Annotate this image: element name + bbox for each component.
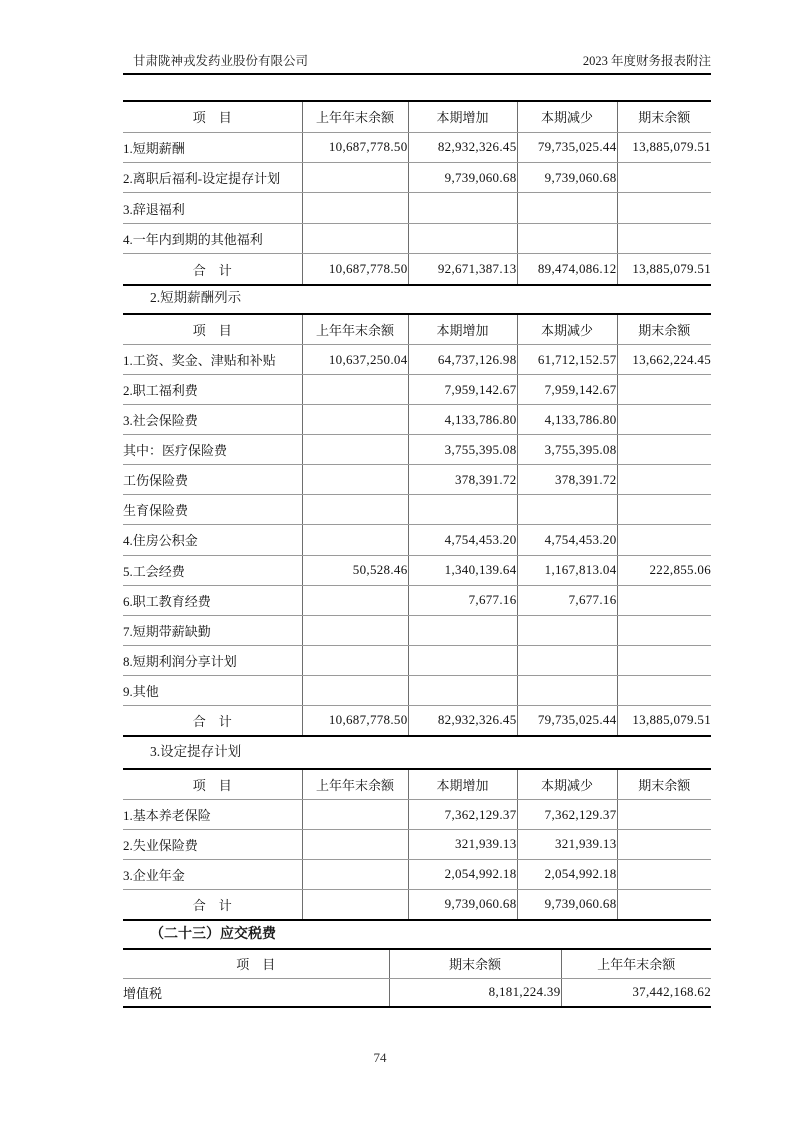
- table-cell: 13,662,224.45: [617, 345, 711, 375]
- table-cell: 4,754,453.20: [408, 525, 517, 555]
- table-cell: 378,391.72: [517, 465, 617, 495]
- table-cell: 工伤保险费: [123, 465, 302, 495]
- column-header: 本期增加: [408, 314, 517, 345]
- table-cell: 3,755,395.08: [517, 435, 617, 465]
- table-row: [123, 859, 711, 889]
- table-cell: 7,677.16: [408, 585, 517, 615]
- table-cell: 7,362,129.37: [408, 800, 517, 830]
- table-cell: 2.职工福利费: [123, 375, 302, 405]
- table-cell: [617, 193, 711, 223]
- table-total-row: [123, 705, 711, 736]
- table-cell: 10,687,778.50: [302, 132, 408, 162]
- table-cell: [617, 435, 711, 465]
- table-cell: [302, 405, 408, 435]
- table-cell: [617, 163, 711, 193]
- table-cell: [408, 193, 517, 223]
- column-header: 项 目: [123, 101, 302, 132]
- table-cell: [617, 675, 711, 705]
- table-cell: 3.企业年金: [123, 859, 302, 889]
- table-cell: 3.社会保险费: [123, 405, 302, 435]
- table-row: [123, 193, 711, 223]
- table-cell: [302, 645, 408, 675]
- table-cell: [617, 465, 711, 495]
- table-header-row: [123, 101, 711, 132]
- table-header-row: [123, 314, 711, 345]
- table-cell: 2,054,992.18: [517, 859, 617, 889]
- company-name: 甘肃陇神戎发药业股份有限公司: [133, 54, 309, 68]
- doc-title: 2023 年度财务报表附注: [582, 54, 711, 68]
- table-cell: 4.一年内到期的其他福利: [123, 223, 302, 253]
- table-cell: 4.住房公积金: [123, 525, 302, 555]
- table-cell: 7,362,129.37: [517, 800, 617, 830]
- column-header: 项 目: [123, 769, 302, 800]
- table-cell: 1.短期薪酬: [123, 132, 302, 162]
- table-cell: 9,739,060.68: [408, 889, 517, 920]
- table-cell: 7,677.16: [517, 585, 617, 615]
- table-row: [123, 345, 711, 375]
- table-row: [123, 615, 711, 645]
- table-cell: 79,735,025.44: [517, 132, 617, 162]
- table-cell: [617, 859, 711, 889]
- table-row: [123, 800, 711, 830]
- column-header: 本期减少: [517, 101, 617, 132]
- table-cell: 4,133,786.80: [517, 405, 617, 435]
- defined-contribution-table: [123, 768, 711, 921]
- table-cell: [302, 465, 408, 495]
- table-cell: [302, 495, 408, 525]
- table-row: [123, 978, 711, 1007]
- table-row: [123, 435, 711, 465]
- column-header: 项 目: [123, 314, 302, 345]
- table-cell: 321,939.13: [408, 830, 517, 860]
- table-cell: 合 计: [192, 897, 232, 913]
- page-header: [123, 53, 711, 75]
- table-row: [123, 555, 711, 585]
- table-cell: 1,167,813.04: [517, 555, 617, 585]
- table-cell: 增值税: [123, 985, 163, 1001]
- table-row: [123, 465, 711, 495]
- table-cell: [408, 675, 517, 705]
- table-cell: 13,885,079.51: [617, 132, 711, 162]
- table-cell: [617, 525, 711, 555]
- table-cell: 2,054,992.18: [408, 859, 517, 889]
- table-cell: 89,474,086.12: [517, 254, 617, 285]
- table-cell: 82,932,326.45: [408, 705, 517, 736]
- table-cell: 9.其他: [123, 675, 302, 705]
- table-cell: 1.工资、奖金、津贴和补贴: [123, 345, 302, 375]
- table-cell: 321,939.13: [517, 830, 617, 860]
- table-cell: 7,959,142.67: [517, 375, 617, 405]
- table-cell: [302, 859, 408, 889]
- table-total-row: [123, 889, 711, 920]
- table-cell: [617, 585, 711, 615]
- table-cell: 2.失业保险费: [123, 830, 302, 860]
- table-cell: 9,739,060.68: [517, 163, 617, 193]
- table-cell: 合 计: [192, 262, 232, 278]
- taxes-payable-table: [123, 948, 711, 1008]
- table-total-row: [123, 254, 711, 285]
- table-cell: 10,687,778.50: [302, 705, 408, 736]
- table-cell: 4,754,453.20: [517, 525, 617, 555]
- table-cell: 1,340,139.64: [408, 555, 517, 585]
- benefits-summary-table: [123, 100, 711, 286]
- table-header-row: [123, 769, 711, 800]
- table-row: [123, 375, 711, 405]
- table-row: [123, 405, 711, 435]
- table-cell: [617, 405, 711, 435]
- table-cell: 82,932,326.45: [408, 132, 517, 162]
- column-header: 上年年末余额: [561, 949, 711, 978]
- table-row: [123, 585, 711, 615]
- table-row: [123, 163, 711, 193]
- column-header: 上年年末余额: [302, 769, 408, 800]
- table-cell: 64,737,126.98: [408, 345, 517, 375]
- column-header: 期末余额: [617, 769, 711, 800]
- table-cell: 其中：医疗保险费: [123, 435, 302, 465]
- table-cell: 10,637,250.04: [302, 345, 408, 375]
- table-cell: 8,181,224.39: [389, 978, 561, 1007]
- table-cell: [302, 525, 408, 555]
- table-cell: [617, 830, 711, 860]
- table-cell: [617, 889, 711, 920]
- table-cell: [302, 830, 408, 860]
- table-cell: [617, 375, 711, 405]
- table-cell: 61,712,152.57: [517, 345, 617, 375]
- table-row: [123, 223, 711, 253]
- table-cell: [302, 800, 408, 830]
- table-cell: 9,739,060.68: [517, 889, 617, 920]
- table-cell: [517, 495, 617, 525]
- table-row: [123, 830, 711, 860]
- table-cell: 222,855.06: [617, 555, 711, 585]
- table-cell: [302, 223, 408, 253]
- table-cell: 92,671,387.13: [408, 254, 517, 285]
- section-heading-short-term-detail: 2.短期薪酬列示: [150, 290, 242, 305]
- table-cell: [617, 495, 711, 525]
- page-number: 74: [373, 1050, 387, 1065]
- table-cell: [517, 615, 617, 645]
- table-cell: [302, 889, 408, 920]
- table-cell: 7,959,142.67: [408, 375, 517, 405]
- table-cell: 2.离职后福利-设定提存计划: [123, 163, 302, 193]
- table-cell: 4,133,786.80: [408, 405, 517, 435]
- table-cell: [302, 163, 408, 193]
- column-header: 期末余额: [617, 314, 711, 345]
- table-cell: 13,885,079.51: [617, 254, 711, 285]
- column-header: 本期减少: [517, 314, 617, 345]
- table-cell: [408, 223, 517, 253]
- table-cell: [408, 615, 517, 645]
- table-row: [123, 495, 711, 525]
- table-cell: 50,528.46: [302, 555, 408, 585]
- table-cell: 合 计: [192, 713, 232, 729]
- short-term-compensation-table: [123, 313, 711, 737]
- column-header: 期末余额: [389, 949, 561, 978]
- table-cell: [517, 223, 617, 253]
- table-cell: 37,442,168.62: [561, 978, 711, 1007]
- table-cell: 5.工会经费: [123, 555, 302, 585]
- table-row: [123, 645, 711, 675]
- table-cell: 3,755,395.08: [408, 435, 517, 465]
- table-cell: 378,391.72: [408, 465, 517, 495]
- table-cell: 13,885,079.51: [617, 705, 711, 736]
- table-cell: [617, 800, 711, 830]
- table-cell: [617, 645, 711, 675]
- table-cell: [408, 645, 517, 675]
- column-header: 本期减少: [517, 769, 617, 800]
- column-header: 本期增加: [408, 769, 517, 800]
- table-cell: 3.辞退福利: [123, 193, 302, 223]
- table-header-row: [123, 949, 711, 978]
- table-cell: [517, 675, 617, 705]
- table-cell: [408, 495, 517, 525]
- section-heading-defined-contribution: 3.设定提存计划: [150, 744, 242, 759]
- column-header: 期末余额: [617, 101, 711, 132]
- table-cell: [617, 615, 711, 645]
- table-cell: 6.职工教育经费: [123, 585, 302, 615]
- table-cell: [617, 223, 711, 253]
- table-cell: [517, 645, 617, 675]
- column-header: 上年年末余额: [302, 101, 408, 132]
- table-cell: 7.短期带薪缺勤: [123, 615, 302, 645]
- table-cell: 9,739,060.68: [408, 163, 517, 193]
- section-heading-taxes-payable: （二十三）应交税费: [150, 927, 276, 942]
- table-cell: [302, 375, 408, 405]
- table-cell: [302, 585, 408, 615]
- column-header: 本期增加: [408, 101, 517, 132]
- table-cell: [517, 193, 617, 223]
- table-cell: [302, 615, 408, 645]
- table-row: [123, 525, 711, 555]
- table-cell: 生育保险费: [123, 495, 302, 525]
- table-cell: [302, 435, 408, 465]
- table-row: [123, 675, 711, 705]
- table-cell: 10,687,778.50: [302, 254, 408, 285]
- table-row: [123, 132, 711, 162]
- table-cell: [302, 193, 408, 223]
- column-header: 上年年末余额: [302, 314, 408, 345]
- table-cell: 79,735,025.44: [517, 705, 617, 736]
- table-cell: 1.基本养老保险: [123, 800, 302, 830]
- table-cell: 8.短期利润分享计划: [123, 645, 302, 675]
- column-header: 项 目: [123, 949, 389, 978]
- table-cell: [302, 675, 408, 705]
